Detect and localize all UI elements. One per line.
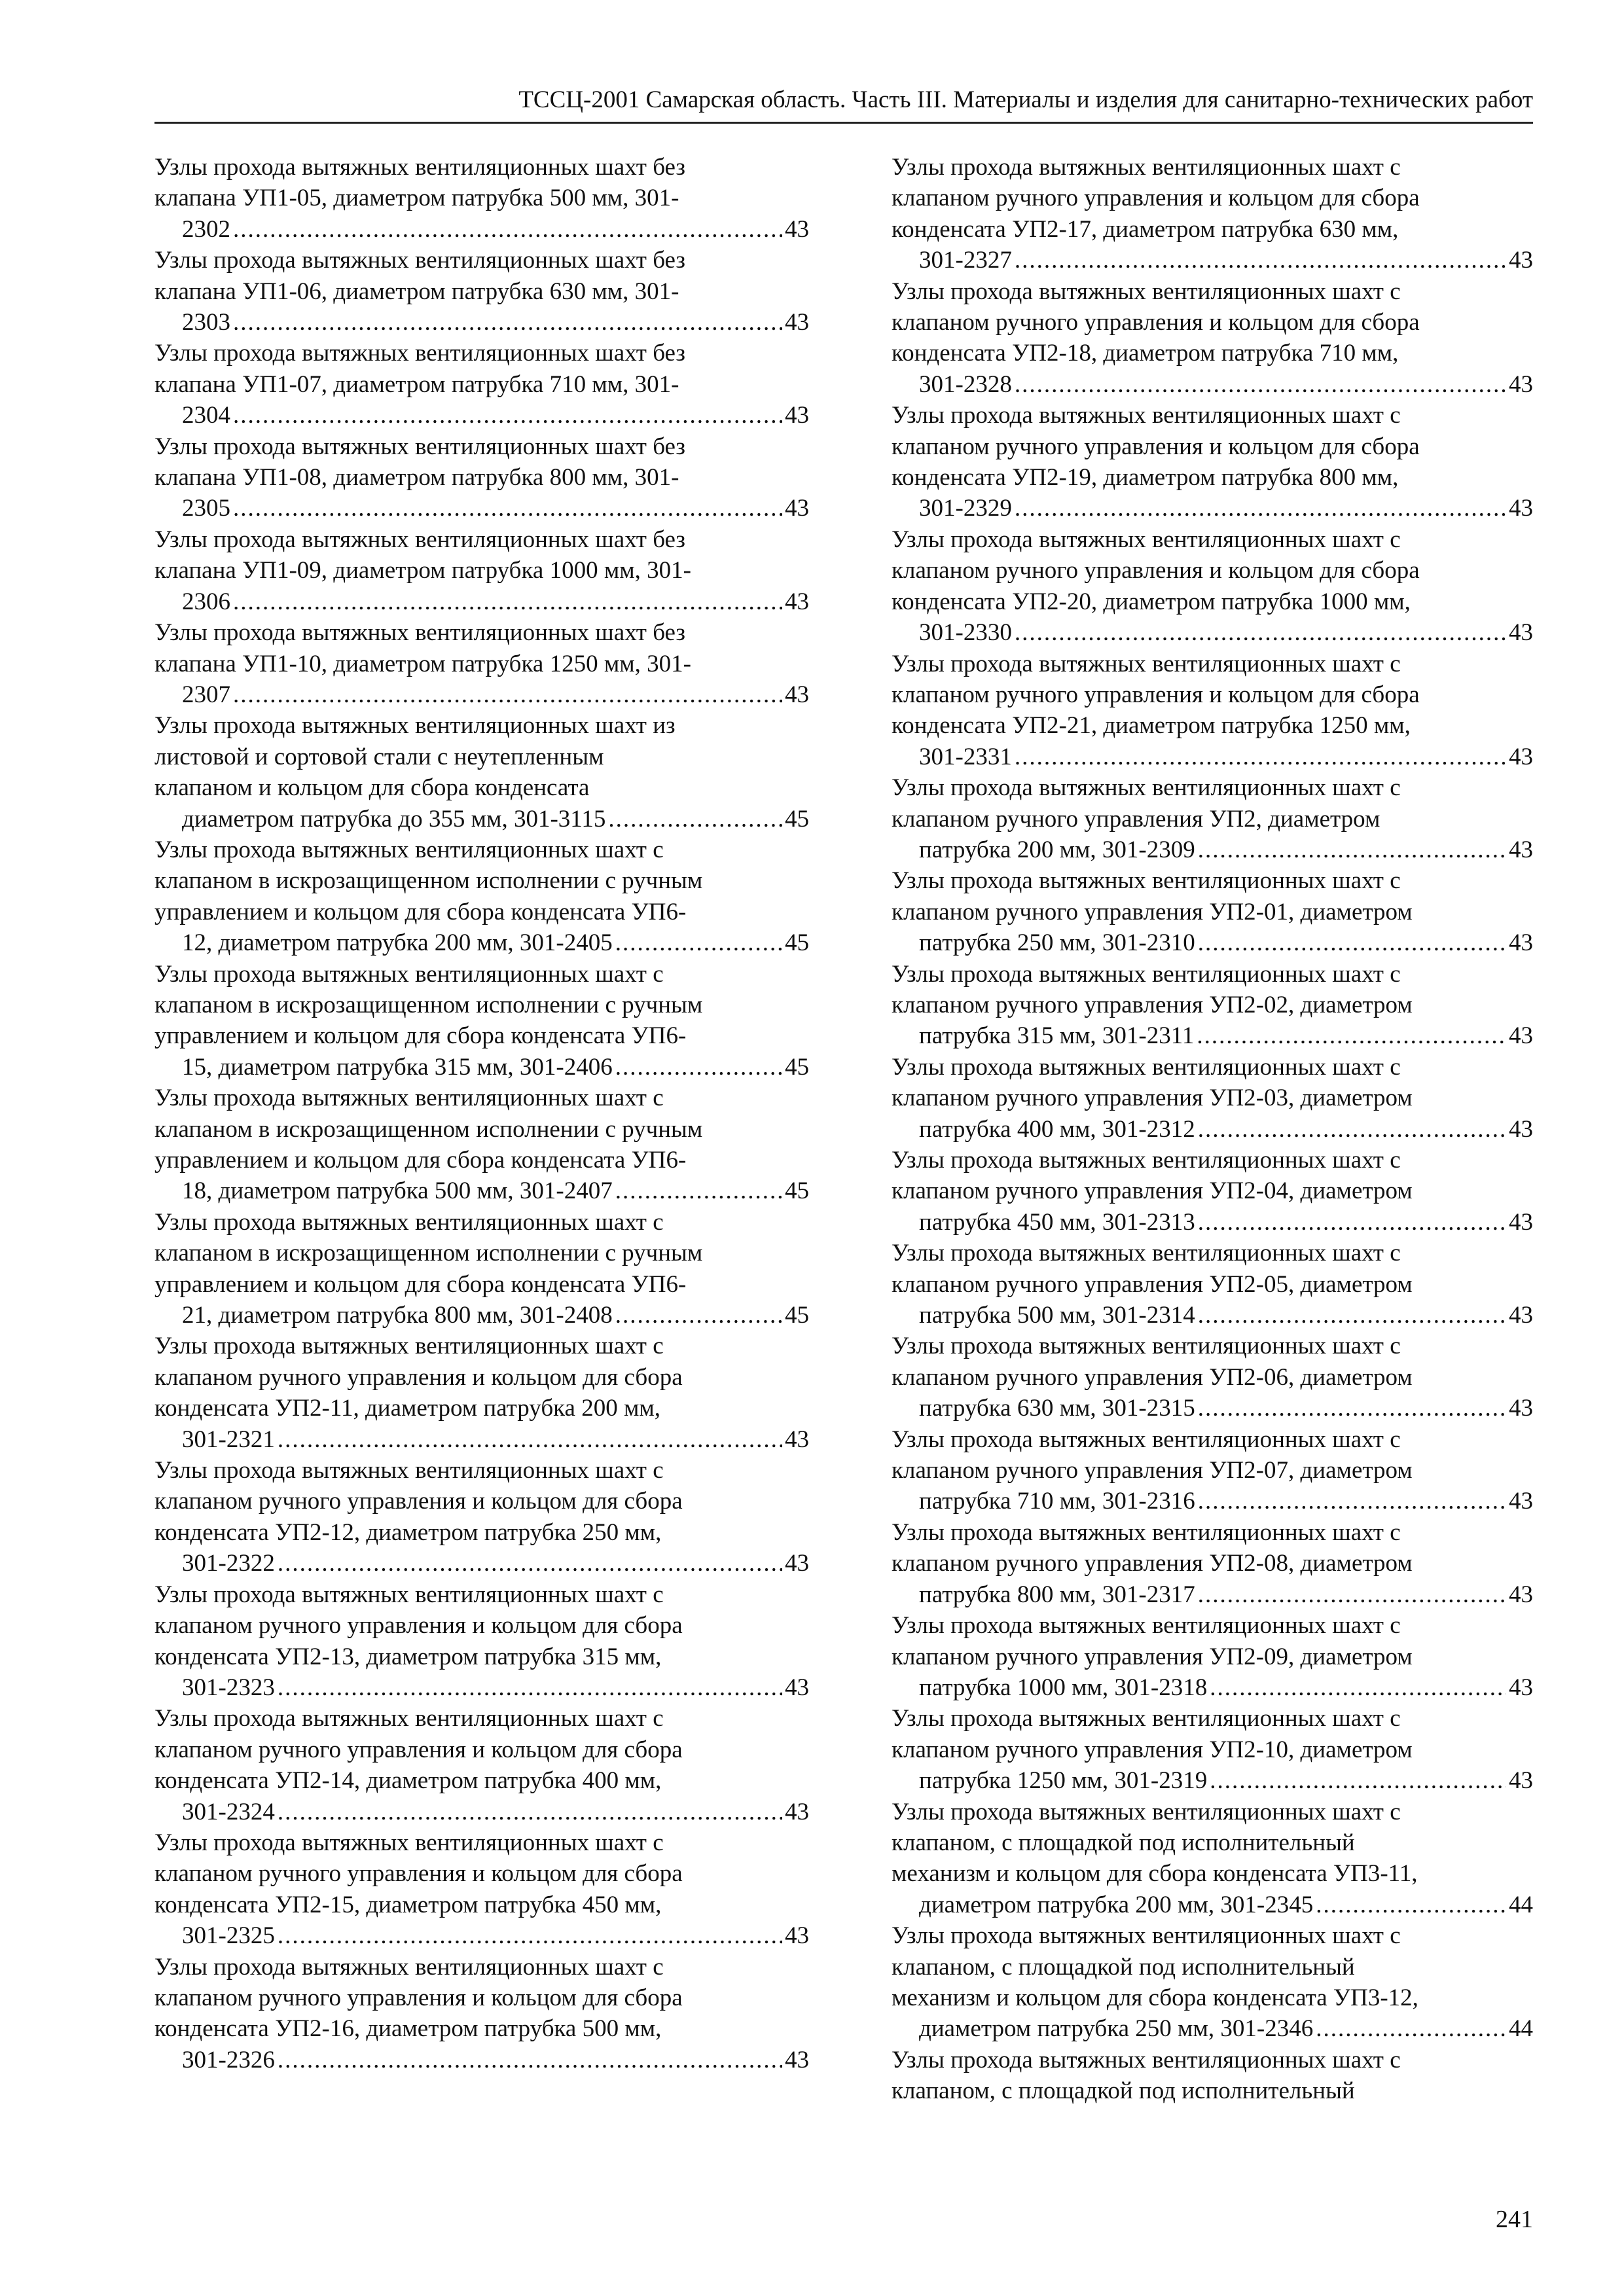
dot-leader — [278, 1672, 782, 1703]
dot-leader — [1015, 617, 1506, 648]
toc-entry[interactable] — [892, 1797, 1533, 1921]
toc-entry-line: Узлы прохода вытяжных вентиляционных шахт без — [154, 154, 686, 181]
toc-entry[interactable] — [892, 2045, 1533, 2107]
toc-page-number: 43 — [785, 495, 809, 522]
dot-leader — [1210, 1672, 1506, 1703]
toc-entry-line: листовой и сортовой стали с неутепленным — [154, 743, 604, 770]
toc-entry-line: Узлы прохода вытяжных вентиляционных шахт с — [154, 1085, 664, 1112]
toc-entry-line: Узлы прохода вытяжных вентиляционных шахт с — [892, 867, 1401, 895]
toc-page-number: 43 — [785, 2046, 809, 2073]
toc-entry-line: клапаном ручного управления и кольцом для сбора — [154, 1488, 683, 1515]
dot-leader — [1316, 1890, 1506, 1920]
toc-entry[interactable] — [892, 1424, 1533, 1517]
toc-entry[interactable] — [154, 524, 809, 617]
dot-leader — [1316, 2013, 1506, 2044]
toc-entry-line: клапана УП1-10, диаметром патрубка 1250 мм, 301- — [154, 650, 691, 677]
toc-entry-line: патрубка 710 мм, 301-2316 — [919, 1488, 1195, 1515]
toc-page-number: 43 — [785, 215, 809, 243]
toc-entry-line: конденсата УП2-15, диаметром патрубка 450 мм, — [154, 1891, 662, 1918]
toc-entry-line: 301-2321 — [182, 1426, 275, 1453]
toc-entry-last-line — [182, 2045, 809, 2075]
toc-entry-line: Узлы прохода вытяжных вентиляционных шахт с — [892, 154, 1401, 181]
toc-entry-last-line — [182, 493, 809, 524]
toc-entry-line: 2305 — [182, 495, 230, 522]
toc-entry-line: клапаном ручного управления и кольцом для сбора — [154, 1736, 683, 1763]
toc-entry[interactable] — [892, 400, 1533, 524]
dot-leader — [1198, 1579, 1506, 1610]
toc-entry-line: диаметром патрубка 200 мм, 301-2345 — [919, 1891, 1314, 1918]
toc-entry-line: клапана УП1-09, диаметром патрубка 1000 мм, 301- — [154, 557, 691, 584]
toc-entry-last-line — [919, 1486, 1533, 1516]
dot-leader — [233, 679, 782, 710]
toc-entry-line: клапаном ручного управления и кольцом для сбора — [892, 433, 1420, 460]
toc-entry-line: клапаном, с площадкой под исполнительный — [892, 2077, 1355, 2105]
toc-entry-line: конденсата УП2-21, диаметром патрубка 1250 мм, — [892, 712, 1411, 740]
toc-entry[interactable] — [154, 338, 809, 431]
toc-entry[interactable] — [154, 1827, 809, 1952]
toc-entry[interactable] — [892, 152, 1533, 276]
toc-entry[interactable] — [892, 649, 1533, 773]
dot-leader — [615, 1175, 782, 1206]
toc-entry[interactable] — [154, 1952, 809, 2076]
toc-page-number: 43 — [785, 1674, 809, 1701]
toc-entry[interactable] — [154, 1331, 809, 1455]
dot-leader — [233, 493, 782, 524]
toc-page-number: 43 — [785, 1922, 809, 1950]
toc-entry-line: клапаном ручного управления и кольцом для сбора — [892, 557, 1420, 584]
toc-entry[interactable] — [154, 959, 809, 1083]
toc-entry-line: Узлы прохода вытяжных вентиляционных шахт с — [892, 1426, 1401, 1453]
toc-entry-line: механизм и кольцом для сбора конденсата УП3-11, — [892, 1860, 1418, 1888]
toc-entry-line: 301-2322 — [182, 1550, 275, 1577]
toc-entry-last-line — [919, 1579, 1533, 1610]
toc-entry-line: механизм и кольцом для сбора конденсата УП3-12, — [892, 1984, 1418, 2011]
toc-entry-line: 12, диаметром патрубка 200 мм, 301-2405 — [182, 929, 613, 957]
toc-entry-line: Узлы прохода вытяжных вентиляционных шахт с — [154, 836, 664, 863]
dot-leader — [278, 1797, 782, 1827]
toc-page-number: 43 — [785, 1426, 809, 1453]
toc-page-number: 43 — [1509, 1488, 1533, 1515]
toc-entry-line: конденсата УП2-11, диаметром патрубка 200 мм, — [154, 1395, 661, 1422]
toc-entry-last-line — [182, 1548, 809, 1579]
toc-entry-line: 301-2323 — [182, 1674, 275, 1701]
toc-entry-line: клапаном ручного управления УП2-05, диаметром — [892, 1270, 1413, 1298]
toc-page-number: 43 — [785, 309, 809, 336]
toc-entry-line: 301-2330 — [919, 619, 1012, 647]
toc-entry-line: управлением и кольцом для сбора конденсата УП6- — [154, 1270, 687, 1298]
toc-entry-last-line — [919, 1114, 1533, 1145]
toc-page-number: 43 — [1509, 1022, 1533, 1050]
toc-entry-last-line — [182, 1672, 809, 1703]
toc-entry-line: клапаном ручного управления УП2-07, диаметром — [892, 1457, 1413, 1484]
toc-entry-last-line — [919, 742, 1533, 772]
toc-entry-line: 2306 — [182, 588, 230, 615]
toc-page-number: 43 — [1509, 743, 1533, 770]
toc-entry-line: управлением и кольцом для сбора конденсата УП6- — [154, 1022, 687, 1050]
toc-page-number: 45 — [785, 929, 809, 957]
toc-page-number: 43 — [1509, 929, 1533, 957]
toc-entry[interactable] — [892, 1517, 1533, 1610]
dot-leader — [233, 214, 782, 245]
toc-entry-line: клапаном в искрозащищенном исполнении с ручным — [154, 991, 703, 1018]
toc-entry[interactable] — [892, 276, 1533, 401]
toc-entry-last-line — [182, 307, 809, 338]
toc-entry-line: Узлы прохода вытяжных вентиляционных шахт с — [892, 1705, 1401, 1732]
toc-entry-last-line — [182, 927, 809, 958]
toc-entry-line: клапаном ручного управления и кольцом для сбора — [892, 681, 1420, 708]
toc-entry-last-line — [182, 1300, 809, 1331]
toc-entry[interactable] — [892, 865, 1533, 958]
toc-entry-line: клапаном ручного управления и кольцом для сбора — [154, 1612, 683, 1640]
toc-entry-line: 2304 — [182, 402, 230, 429]
toc-entry-line: Узлы прохода вытяжных вентиляционных шахт с — [892, 278, 1401, 305]
toc-entry-line: 301-2326 — [182, 2046, 275, 2073]
toc-page-number: 43 — [785, 402, 809, 429]
toc-entry[interactable] — [154, 617, 809, 710]
toc-entry-line: Узлы прохода вытяжных вентиляционных шахт с — [154, 1829, 664, 1856]
toc-page-number: 43 — [1509, 619, 1533, 647]
toc-entry[interactable] — [154, 431, 809, 524]
dot-leader — [1210, 1765, 1506, 1796]
dot-leader — [615, 1052, 782, 1083]
toc-entry-line: 2307 — [182, 681, 230, 708]
toc-entry-line: 2302 — [182, 215, 230, 243]
toc-entry-last-line — [919, 1672, 1533, 1703]
dot-leader — [278, 1920, 782, 1951]
dot-leader — [278, 1548, 782, 1579]
dot-leader — [1015, 493, 1506, 524]
dot-leader — [233, 307, 782, 338]
dot-leader — [1198, 1114, 1506, 1145]
dot-leader — [278, 2045, 782, 2075]
toc-page-number: 43 — [1509, 1302, 1533, 1329]
toc-entry-line: клапаном ручного управления и кольцом для сбора — [154, 1984, 683, 2011]
toc-entry-line: патрубка 500 мм, 301-2314 — [919, 1302, 1195, 1329]
toc-entry-line: клапаном ручного управления УП2-10, диаметром — [892, 1736, 1413, 1763]
toc-left-column — [154, 152, 809, 2075]
toc-entry-line: Узлы прохода вытяжных вентиляционных шахт без — [154, 619, 686, 647]
toc-entry-line: патрубка 315 мм, 301-2311 — [919, 1022, 1195, 1050]
toc-entry-last-line — [182, 1424, 809, 1455]
toc-entry-last-line — [919, 1890, 1533, 1920]
toc-entry-last-line — [182, 679, 809, 710]
dot-leader — [1198, 1300, 1506, 1331]
toc-entry-line: 301-2325 — [182, 1922, 275, 1950]
toc-entry-last-line — [919, 1020, 1533, 1051]
toc-entry-line: Узлы прохода вытяжных вентиляционных шахт без — [154, 526, 686, 553]
toc-entry-line: Узлы прохода вытяжных вентиляционных шахт с — [892, 526, 1401, 553]
toc-entry-line: диаметром патрубка 250 мм, 301-2346 — [919, 2015, 1314, 2043]
toc-entry-line: Узлы прохода вытяжных вентиляционных шахт из — [154, 712, 676, 740]
toc-entry-line: конденсата УП2-19, диаметром патрубка 800 мм, — [892, 464, 1399, 492]
toc-page-number: 43 — [785, 588, 809, 615]
toc-entry-line: Узлы прохода вытяжных вентиляционных шахт с — [154, 1333, 664, 1360]
toc-entry-line: Узлы прохода вытяжных вентиляционных шахт с — [892, 1240, 1401, 1267]
toc-page-number: 45 — [785, 1302, 809, 1329]
toc-entry-line: клапаном в искрозащищенном исполнении с ручным — [154, 867, 703, 895]
toc-entry-line: патрубка 450 мм, 301-2313 — [919, 1208, 1195, 1236]
toc-entry[interactable] — [154, 710, 809, 834]
toc-entry-line: клапаном в искрозащищенном исполнении с ручным — [154, 1115, 703, 1143]
toc-entry[interactable] — [892, 1610, 1533, 1703]
toc-entry-last-line — [182, 400, 809, 431]
toc-page-number: 43 — [1509, 1208, 1533, 1236]
toc-entry-line: Узлы прохода вытяжных вентиляционных шахт с — [892, 402, 1401, 429]
dot-leader — [608, 804, 782, 834]
toc-page-number: 43 — [785, 681, 809, 708]
toc-entry-line: 301-2324 — [182, 1798, 275, 1825]
toc-entry-line: патрубка 800 мм, 301-2317 — [919, 1581, 1195, 1608]
toc-entry-line: клапаном ручного управления УП2-06, диаметром — [892, 1363, 1413, 1391]
toc-entry-line: клапана УП1-07, диаметром патрубка 710 мм, 301- — [154, 370, 679, 398]
toc-entry-line: клапаном ручного управления УП2-03, диаметром — [892, 1085, 1413, 1112]
toc-entry-line: Узлы прохода вытяжных вентиляционных шахт с — [892, 774, 1401, 802]
toc-page-number: 45 — [785, 1053, 809, 1081]
dot-leader — [1198, 1486, 1506, 1516]
toc-entry[interactable] — [892, 1052, 1533, 1145]
toc-entry-line: клапаном ручного управления УП2-08, диаметром — [892, 1550, 1413, 1577]
toc-entry-line: 21, диаметром патрубка 800 мм, 301-2408 — [182, 1302, 613, 1329]
toc-entry[interactable] — [892, 1703, 1533, 1796]
toc-entry-line: Узлы прохода вытяжных вентиляционных шахт с — [154, 1705, 664, 1732]
toc-entry-line: Узлы прохода вытяжных вентиляционных шахт с — [892, 1518, 1401, 1546]
toc-entry-line: Узлы прохода вытяжных вентиляционных шахт с — [154, 1953, 664, 1981]
toc-entry-last-line — [919, 2013, 1533, 2044]
toc-entry-line: диаметром патрубка до 355 мм, 301-3115 — [182, 805, 606, 833]
toc-entry-line: конденсата УП2-13, диаметром патрубка 315 мм, — [154, 1643, 662, 1670]
toc-entry-last-line — [182, 1175, 809, 1206]
toc-entry-line: Узлы прохода вытяжных вентиляционных шахт с — [154, 1457, 664, 1484]
toc-entry-line: Узлы прохода вытяжных вентиляционных шахт без — [154, 433, 686, 460]
toc-entry[interactable] — [892, 772, 1533, 865]
toc-entry[interactable] — [154, 1579, 809, 1704]
dot-leader — [1198, 834, 1506, 865]
toc-entry-line: конденсата УП2-18, диаметром патрубка 710 мм, — [892, 340, 1399, 367]
toc-entry-last-line — [182, 586, 809, 617]
toc-entry[interactable] — [892, 1920, 1533, 2045]
toc-entry-last-line — [919, 1765, 1533, 1796]
toc-entry-last-line — [182, 804, 809, 834]
dot-leader — [1198, 1393, 1506, 1424]
toc-entry-last-line — [919, 1207, 1533, 1238]
header-title: ТССЦ-2001 Самарская область. Часть III. Материалы и изделия для санитарно-технических работ — [518, 86, 1533, 113]
toc-entry-line: конденсата УП2-17, диаметром патрубка 630 мм, — [892, 215, 1399, 243]
toc-entry-line: клапаном в искрозащищенном исполнении с ручным — [154, 1240, 703, 1267]
toc-entry-line: 301-2328 — [919, 370, 1012, 398]
toc-entry-line: Узлы прохода вытяжных вентиляционных шахт с — [892, 1922, 1401, 1950]
dot-leader — [1015, 245, 1506, 276]
toc-entry[interactable] — [154, 152, 809, 245]
toc-entry-line: патрубка 1250 мм, 301-2319 — [919, 1767, 1208, 1795]
toc-entry[interactable] — [892, 1331, 1533, 1424]
toc-entry[interactable] — [154, 1207, 809, 1331]
toc-page-number: 43 — [1509, 370, 1533, 398]
dot-leader — [233, 586, 782, 617]
toc-entry-line: клапаном, с площадкой под исполнительный — [892, 1829, 1355, 1856]
dot-leader — [233, 400, 782, 431]
toc-page-number: 45 — [785, 805, 809, 833]
toc-entry-line: 2303 — [182, 309, 230, 336]
dot-leader — [1197, 1020, 1506, 1051]
toc-entry-last-line — [919, 493, 1533, 524]
toc-entry-line: клапаном ручного управления и кольцом для сбора — [892, 185, 1420, 212]
toc-page-number: 43 — [1509, 836, 1533, 863]
toc-entry[interactable] — [892, 524, 1533, 649]
toc-entry-last-line — [919, 369, 1533, 400]
dot-leader — [1198, 1207, 1506, 1238]
toc-entry-line: конденсата УП2-20, диаметром патрубка 1000 мм, — [892, 588, 1411, 615]
toc-entry-line: Узлы прохода вытяжных вентиляционных шахт без — [154, 340, 686, 367]
toc-page-number: 43 — [1509, 1581, 1533, 1608]
toc-entry-line: конденсата УП2-12, диаметром патрубка 250 мм, — [154, 1518, 662, 1546]
toc-entry-last-line — [919, 1393, 1533, 1424]
toc-entry[interactable] — [892, 1238, 1533, 1331]
toc-entry[interactable] — [154, 1455, 809, 1579]
toc-entry-line: Узлы прохода вытяжных вентиляционных шахт с — [892, 1612, 1401, 1640]
toc-entry-line: Узлы прохода вытяжных вентиляционных шахт с — [154, 960, 664, 988]
toc-entry-line: клапаном ручного управления УП2-04, диаметром — [892, 1177, 1413, 1205]
dot-leader — [1198, 927, 1506, 958]
toc-entry-line: 301-2327 — [919, 247, 1012, 274]
toc-entry-last-line — [182, 1920, 809, 1951]
toc-entry-line: Узлы прохода вытяжных вентиляционных шахт с — [892, 2046, 1401, 2073]
toc-right-column — [892, 152, 1533, 2107]
toc-entry-line: клапаном ручного управления и кольцом для сбора — [892, 309, 1420, 336]
toc-entry-last-line — [182, 1052, 809, 1083]
toc-entry[interactable] — [154, 245, 809, 338]
toc-entry-line: клапана УП1-06, диаметром патрубка 630 мм, 301- — [154, 278, 679, 305]
toc-entry-line: клапаном ручного управления УП2-02, диаметром — [892, 991, 1413, 1018]
toc-entry-line: клапана УП1-08, диаметром патрубка 800 мм, 301- — [154, 464, 679, 492]
toc-entry-line: патрубка 400 мм, 301-2312 — [919, 1115, 1195, 1143]
toc-page-number: 43 — [1509, 495, 1533, 522]
toc-entry-line: патрубка 200 мм, 301-2309 — [919, 836, 1195, 863]
toc-page-number: 43 — [1509, 1115, 1533, 1143]
toc-entry-line: патрубка 630 мм, 301-2315 — [919, 1395, 1195, 1422]
toc-page-number: 43 — [785, 1798, 809, 1825]
toc-entry-line: управлением и кольцом для сбора конденсата УП6- — [154, 898, 687, 925]
toc-entry-line: Узлы прохода вытяжных вентиляционных шахт с — [892, 650, 1401, 677]
toc-entry-line: клапаном ручного управления УП2-09, диаметром — [892, 1643, 1413, 1670]
toc-entry-last-line — [182, 214, 809, 245]
toc-entry-line: Узлы прохода вытяжных вентиляционных шахт с — [892, 1147, 1401, 1174]
toc-entry[interactable] — [892, 1145, 1533, 1238]
toc-entry-last-line — [182, 1797, 809, 1827]
toc-entry-line: конденсата УП2-14, диаметром патрубка 400 мм, — [154, 1767, 662, 1795]
toc-entry-line: Узлы прохода вытяжных вентиляционных шахт с — [154, 1208, 664, 1236]
toc-entry-line: клапаном ручного управления УП2-01, диаметром — [892, 898, 1413, 925]
toc-page-number: 44 — [1509, 2015, 1533, 2043]
toc-entry-line: Узлы прохода вытяжных вентиляционных шахт с — [892, 960, 1401, 988]
toc-page-number: 43 — [785, 1550, 809, 1577]
toc-entry-line: 15, диаметром патрубка 315 мм, 301-2406 — [182, 1053, 613, 1081]
toc-entry-line: Узлы прохода вытяжных вентиляционных шахт с — [892, 1798, 1401, 1825]
toc-entry-line: клапана УП1-05, диаметром патрубка 500 мм, 301- — [154, 185, 679, 212]
toc-entry-line: Узлы прохода вытяжных вентиляционных шахт с — [892, 1053, 1401, 1081]
toc-page-number: 43 — [1509, 1767, 1533, 1795]
toc-entry-line: клапаном и кольцом для сбора конденсата — [154, 774, 590, 802]
toc-entry-line: Узлы прохода вытяжных вентиляционных шахт с — [892, 1333, 1401, 1360]
toc-entry[interactable] — [154, 1083, 809, 1207]
toc-entry-line: клапаном ручного управления УП2, диаметром — [892, 805, 1380, 833]
toc-entry-line: 18, диаметром патрубка 500 мм, 301-2407 — [182, 1177, 613, 1205]
toc-entry-line: клапаном, с площадкой под исполнительный — [892, 1953, 1355, 1981]
dot-leader — [1015, 369, 1506, 400]
toc-entry[interactable] — [154, 834, 809, 959]
toc-page-number: 43 — [1509, 1674, 1533, 1701]
dot-leader — [615, 1300, 782, 1331]
toc-entry-last-line — [919, 927, 1533, 958]
toc-entry-last-line — [919, 245, 1533, 276]
toc-page-number: 43 — [1509, 1395, 1533, 1422]
page-number: 241 — [1496, 2206, 1533, 2233]
toc-entry-line: клапаном ручного управления и кольцом для сбора — [154, 1860, 683, 1888]
toc-entry-line: управлением и кольцом для сбора конденсата УП6- — [154, 1147, 687, 1174]
dot-leader — [278, 1424, 782, 1455]
dot-leader — [1015, 742, 1506, 772]
toc-entry-line: Узлы прохода вытяжных вентиляционных шахт с — [154, 1581, 664, 1608]
toc-entry-line: патрубка 250 мм, 301-2310 — [919, 929, 1195, 957]
toc-entry-line: клапаном ручного управления и кольцом для сбора — [154, 1363, 683, 1391]
toc-page-number: 44 — [1509, 1891, 1533, 1918]
toc-page-number: 45 — [785, 1177, 809, 1205]
toc-entry-last-line — [919, 617, 1533, 648]
toc-entry-line: Узлы прохода вытяжных вентиляционных шахт без — [154, 247, 686, 274]
toc-entry-last-line — [919, 834, 1533, 865]
dot-leader — [615, 927, 782, 958]
toc-entry-line: патрубка 1000 мм, 301-2318 — [919, 1674, 1208, 1701]
toc-entry-line: 301-2329 — [919, 495, 1012, 522]
toc-entry-line: 301-2331 — [919, 743, 1012, 770]
toc-entry[interactable] — [154, 1703, 809, 1827]
toc-entry-line: конденсата УП2-16, диаметром патрубка 500 мм, — [154, 2015, 662, 2043]
toc-entry[interactable] — [892, 959, 1533, 1052]
toc-page-number: 43 — [1509, 247, 1533, 274]
toc-entry-last-line — [919, 1300, 1533, 1331]
page-header — [154, 84, 1533, 124]
